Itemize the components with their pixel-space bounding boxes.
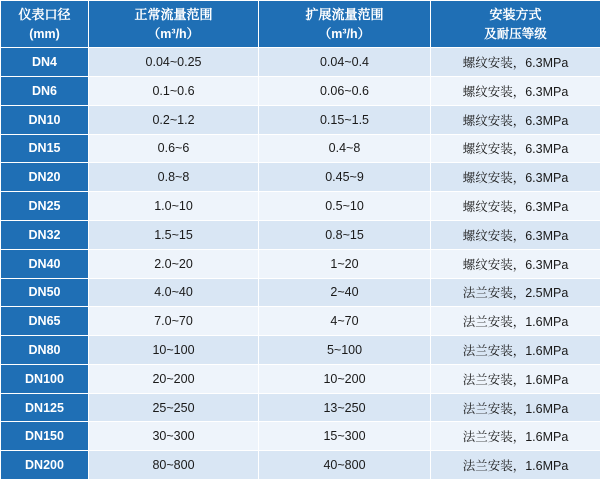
table-body bbox=[1, 48, 600, 480]
column-header-installation-line1: 安装方式 bbox=[489, 7, 542, 22]
cell-diameter: DN4 bbox=[1, 48, 89, 77]
cell-normal-flow: 25~250 bbox=[89, 393, 259, 422]
cell-diameter: DN50 bbox=[1, 278, 89, 307]
cell-installation: 螺纹安装，6.3MPa bbox=[431, 48, 600, 77]
cell-installation: 法兰安装，1.6MPa bbox=[431, 336, 600, 365]
cell-normal-flow: 30~300 bbox=[89, 422, 259, 451]
cell-diameter: DN80 bbox=[1, 336, 89, 365]
cell-installation: 法兰安装，1.6MPa bbox=[431, 422, 600, 451]
cell-installation: 螺纹安装，6.3MPa bbox=[431, 220, 600, 249]
cell-extended-flow: 4~70 bbox=[259, 307, 431, 336]
cell-diameter: DN20 bbox=[1, 163, 89, 192]
column-header-diameter-line1: 仪表口径 bbox=[18, 7, 71, 22]
table-row bbox=[1, 393, 600, 422]
cell-extended-flow: 13~250 bbox=[259, 393, 431, 422]
cell-diameter: DN150 bbox=[1, 422, 89, 451]
table-row bbox=[1, 105, 600, 134]
cell-diameter: DN65 bbox=[1, 307, 89, 336]
header-row bbox=[1, 1, 600, 48]
cell-extended-flow: 0.8~15 bbox=[259, 220, 431, 249]
cell-installation: 法兰安装，1.6MPa bbox=[431, 307, 600, 336]
cell-extended-flow: 0.45~9 bbox=[259, 163, 431, 192]
table-row bbox=[1, 77, 600, 106]
table-row bbox=[1, 134, 600, 163]
column-header-diameter bbox=[1, 1, 89, 48]
column-header-normal-flow-line2: （m³/h） bbox=[147, 26, 200, 41]
cell-normal-flow: 0.04~0.25 bbox=[89, 48, 259, 77]
cell-installation: 螺纹安装，6.3MPa bbox=[431, 249, 600, 278]
cell-normal-flow: 10~100 bbox=[89, 336, 259, 365]
cell-installation: 螺纹安装，6.3MPa bbox=[431, 77, 600, 106]
cell-diameter: DN25 bbox=[1, 192, 89, 221]
column-header-installation bbox=[431, 1, 600, 48]
cell-extended-flow: 1~20 bbox=[259, 249, 431, 278]
cell-extended-flow: 10~200 bbox=[259, 364, 431, 393]
column-header-normal-flow-line1: 正常流量范围 bbox=[134, 7, 213, 22]
cell-normal-flow: 0.2~1.2 bbox=[89, 105, 259, 134]
column-header-diameter-line2: (mm) bbox=[29, 26, 60, 41]
cell-normal-flow: 0.1~0.6 bbox=[89, 77, 259, 106]
cell-normal-flow: 7.0~70 bbox=[89, 307, 259, 336]
table-row bbox=[1, 163, 600, 192]
cell-normal-flow: 80~800 bbox=[89, 451, 259, 480]
cell-normal-flow: 0.8~8 bbox=[89, 163, 259, 192]
column-header-extended-flow bbox=[259, 1, 431, 48]
table-row bbox=[1, 192, 600, 221]
cell-diameter: DN125 bbox=[1, 393, 89, 422]
table-row bbox=[1, 422, 600, 451]
cell-diameter: DN200 bbox=[1, 451, 89, 480]
cell-extended-flow: 0.4~8 bbox=[259, 134, 431, 163]
cell-extended-flow: 15~300 bbox=[259, 422, 431, 451]
column-header-installation-line2: 及耐压等级 bbox=[484, 26, 547, 41]
cell-normal-flow: 4.0~40 bbox=[89, 278, 259, 307]
cell-installation: 螺纹安装，6.3MPa bbox=[431, 134, 600, 163]
cell-installation: 螺纹安装，6.3MPa bbox=[431, 163, 600, 192]
cell-diameter: DN40 bbox=[1, 249, 89, 278]
table-row bbox=[1, 48, 600, 77]
table-row bbox=[1, 220, 600, 249]
cell-diameter: DN32 bbox=[1, 220, 89, 249]
cell-diameter: DN100 bbox=[1, 364, 89, 393]
column-header-normal-flow bbox=[89, 1, 259, 48]
table-row bbox=[1, 249, 600, 278]
cell-normal-flow: 20~200 bbox=[89, 364, 259, 393]
table-header bbox=[1, 1, 600, 48]
cell-installation: 法兰安装，1.6MPa bbox=[431, 393, 600, 422]
cell-extended-flow: 0.15~1.5 bbox=[259, 105, 431, 134]
cell-installation: 法兰安装，2.5MPa bbox=[431, 278, 600, 307]
cell-installation: 法兰安装，1.6MPa bbox=[431, 451, 600, 480]
cell-normal-flow: 2.0~20 bbox=[89, 249, 259, 278]
cell-installation: 法兰安装，1.6MPa bbox=[431, 364, 600, 393]
table-row bbox=[1, 451, 600, 480]
cell-installation: 螺纹安装，6.3MPa bbox=[431, 105, 600, 134]
cell-normal-flow: 0.6~6 bbox=[89, 134, 259, 163]
cell-extended-flow: 0.5~10 bbox=[259, 192, 431, 221]
table-row bbox=[1, 336, 600, 365]
table-row bbox=[1, 364, 600, 393]
cell-diameter: DN10 bbox=[1, 105, 89, 134]
cell-normal-flow: 1.5~15 bbox=[89, 220, 259, 249]
cell-normal-flow: 1.0~10 bbox=[89, 192, 259, 221]
cell-extended-flow: 5~100 bbox=[259, 336, 431, 365]
cell-extended-flow: 40~800 bbox=[259, 451, 431, 480]
cell-installation: 螺纹安装，6.3MPa bbox=[431, 192, 600, 221]
cell-diameter: DN6 bbox=[1, 77, 89, 106]
table-row bbox=[1, 278, 600, 307]
table-row bbox=[1, 307, 600, 336]
cell-extended-flow: 0.04~0.4 bbox=[259, 48, 431, 77]
column-header-extended-flow-line2: （m³/h） bbox=[318, 26, 371, 41]
cell-extended-flow: 0.06~0.6 bbox=[259, 77, 431, 106]
column-header-extended-flow-line1: 扩展流量范围 bbox=[305, 7, 384, 22]
cell-extended-flow: 2~40 bbox=[259, 278, 431, 307]
cell-diameter: DN15 bbox=[1, 134, 89, 163]
